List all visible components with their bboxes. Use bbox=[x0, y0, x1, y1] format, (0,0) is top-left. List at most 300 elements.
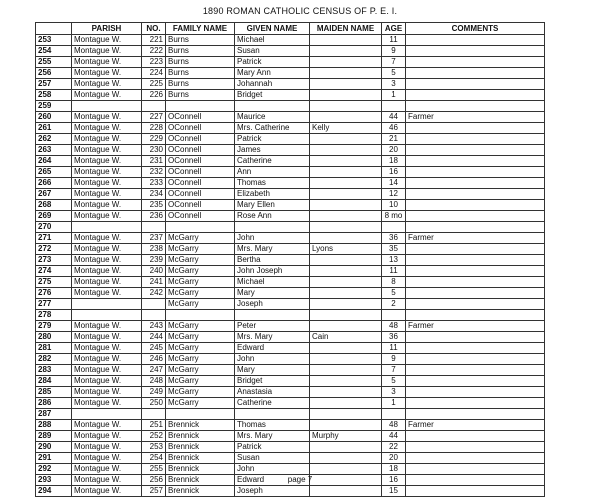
cell-parish: Montague W. bbox=[72, 343, 142, 354]
cell-comments bbox=[406, 211, 545, 222]
cell-parish: Montague W. bbox=[72, 79, 142, 90]
cell-parish: Montague W. bbox=[72, 420, 142, 431]
cell-parish: Montague W. bbox=[72, 189, 142, 200]
cell-family-name bbox=[166, 409, 235, 420]
cell-family-name bbox=[166, 222, 235, 233]
cell-age: 22 bbox=[382, 442, 406, 453]
cell-maiden-name bbox=[310, 354, 382, 365]
cell-family-name: Brennick bbox=[166, 431, 235, 442]
cell-age: 12 bbox=[382, 189, 406, 200]
cell-line-number: 268 bbox=[36, 200, 72, 211]
cell-given-name: Mary bbox=[235, 288, 310, 299]
cell-record-number: 234 bbox=[142, 189, 166, 200]
cell-comments bbox=[406, 57, 545, 68]
cell-family-name: McGarry bbox=[166, 244, 235, 255]
cell-given-name bbox=[235, 101, 310, 112]
cell-record-number: 243 bbox=[142, 321, 166, 332]
cell-age: 7 bbox=[382, 57, 406, 68]
cell-parish: Montague W. bbox=[72, 453, 142, 464]
cell-comments bbox=[406, 266, 545, 277]
cell-comments bbox=[406, 310, 545, 321]
table-row bbox=[36, 277, 545, 288]
cell-parish: Montague W. bbox=[72, 112, 142, 123]
table-row bbox=[36, 266, 545, 277]
table-row bbox=[36, 376, 545, 387]
column-header-line bbox=[36, 23, 72, 35]
table-row bbox=[36, 365, 545, 376]
cell-age: 9 bbox=[382, 354, 406, 365]
cell-comments bbox=[406, 453, 545, 464]
cell-line-number: 292 bbox=[36, 464, 72, 475]
cell-age: 18 bbox=[382, 464, 406, 475]
table-row bbox=[36, 145, 545, 156]
cell-parish: Montague W. bbox=[72, 321, 142, 332]
table-row bbox=[36, 255, 545, 266]
cell-line-number: 284 bbox=[36, 376, 72, 387]
cell-record-number: 256 bbox=[142, 475, 166, 486]
table-row bbox=[36, 178, 545, 189]
table-row bbox=[36, 431, 545, 442]
cell-parish bbox=[72, 222, 142, 233]
cell-parish: Montague W. bbox=[72, 68, 142, 79]
cell-maiden-name bbox=[310, 321, 382, 332]
cell-comments bbox=[406, 354, 545, 365]
cell-age: 10 bbox=[382, 200, 406, 211]
column-header-maiden-name: MAIDEN NAME bbox=[310, 23, 382, 35]
cell-age: 36 bbox=[382, 233, 406, 244]
cell-family-name: OConnell bbox=[166, 112, 235, 123]
cell-maiden-name bbox=[310, 35, 382, 46]
cell-family-name: McGarry bbox=[166, 299, 235, 310]
cell-family-name: OConnell bbox=[166, 134, 235, 145]
cell-given-name: Joseph bbox=[235, 299, 310, 310]
cell-family-name: McGarry bbox=[166, 398, 235, 409]
cell-comments bbox=[406, 134, 545, 145]
table-row bbox=[36, 288, 545, 299]
cell-record-number: 249 bbox=[142, 387, 166, 398]
cell-record-number: 245 bbox=[142, 343, 166, 354]
cell-age: 14 bbox=[382, 178, 406, 189]
cell-parish: Montague W. bbox=[72, 365, 142, 376]
cell-given-name: Patrick bbox=[235, 57, 310, 68]
table-row bbox=[36, 409, 545, 420]
cell-family-name: McGarry bbox=[166, 365, 235, 376]
cell-age: 18 bbox=[382, 156, 406, 167]
cell-maiden-name bbox=[310, 343, 382, 354]
cell-comments bbox=[406, 299, 545, 310]
cell-record-number: 247 bbox=[142, 365, 166, 376]
cell-record-number: 251 bbox=[142, 420, 166, 431]
cell-maiden-name: Cain bbox=[310, 332, 382, 343]
cell-record-number: 236 bbox=[142, 211, 166, 222]
column-header-comments: COMMENTS bbox=[406, 23, 545, 35]
cell-given-name: John Joseph bbox=[235, 266, 310, 277]
cell-age: 2 bbox=[382, 299, 406, 310]
cell-family-name: OConnell bbox=[166, 156, 235, 167]
cell-age: 3 bbox=[382, 387, 406, 398]
cell-record-number: 257 bbox=[142, 486, 166, 497]
cell-parish: Montague W. bbox=[72, 90, 142, 101]
cell-family-name: OConnell bbox=[166, 211, 235, 222]
table-row bbox=[36, 486, 545, 497]
cell-record-number: 222 bbox=[142, 46, 166, 57]
cell-parish: Montague W. bbox=[72, 398, 142, 409]
cell-given-name: Mrs. Mary bbox=[235, 244, 310, 255]
cell-comments: Farmer bbox=[406, 112, 545, 123]
cell-maiden-name bbox=[310, 156, 382, 167]
cell-age: 15 bbox=[382, 486, 406, 497]
cell-given-name: James bbox=[235, 145, 310, 156]
cell-parish: Montague W. bbox=[72, 156, 142, 167]
cell-maiden-name bbox=[310, 178, 382, 189]
cell-given-name: Susan bbox=[235, 46, 310, 57]
cell-parish: Montague W. bbox=[72, 431, 142, 442]
cell-parish: Montague W. bbox=[72, 167, 142, 178]
cell-given-name: Thomas bbox=[235, 178, 310, 189]
cell-line-number: 279 bbox=[36, 321, 72, 332]
cell-family-name: McGarry bbox=[166, 255, 235, 266]
cell-line-number: 276 bbox=[36, 288, 72, 299]
cell-age: 46 bbox=[382, 123, 406, 134]
cell-maiden-name bbox=[310, 486, 382, 497]
cell-maiden-name bbox=[310, 453, 382, 464]
cell-family-name: McGarry bbox=[166, 233, 235, 244]
cell-family-name: McGarry bbox=[166, 354, 235, 365]
cell-parish: Montague W. bbox=[72, 178, 142, 189]
cell-comments bbox=[406, 398, 545, 409]
cell-record-number bbox=[142, 310, 166, 321]
cell-record-number bbox=[142, 409, 166, 420]
cell-line-number: 270 bbox=[36, 222, 72, 233]
cell-parish: Montague W. bbox=[72, 266, 142, 277]
cell-line-number: 294 bbox=[36, 486, 72, 497]
cell-given-name: Catherine bbox=[235, 156, 310, 167]
cell-family-name: Burns bbox=[166, 46, 235, 57]
cell-maiden-name bbox=[310, 57, 382, 68]
table-row bbox=[36, 332, 545, 343]
cell-family-name: OConnell bbox=[166, 123, 235, 134]
cell-record-number bbox=[142, 101, 166, 112]
table-row bbox=[36, 167, 545, 178]
cell-line-number: 259 bbox=[36, 101, 72, 112]
cell-maiden-name: Kelly bbox=[310, 123, 382, 134]
cell-maiden-name bbox=[310, 442, 382, 453]
cell-maiden-name bbox=[310, 211, 382, 222]
cell-family-name: Brennick bbox=[166, 420, 235, 431]
cell-parish: Montague W. bbox=[72, 332, 142, 343]
cell-parish: Montague W. bbox=[72, 442, 142, 453]
cell-age: 5 bbox=[382, 376, 406, 387]
cell-line-number: 260 bbox=[36, 112, 72, 123]
cell-comments bbox=[406, 343, 545, 354]
cell-comments bbox=[406, 464, 545, 475]
cell-comments bbox=[406, 244, 545, 255]
cell-record-number: 241 bbox=[142, 277, 166, 288]
cell-family-name: Burns bbox=[166, 35, 235, 46]
cell-age: 36 bbox=[382, 332, 406, 343]
cell-given-name: Mary bbox=[235, 365, 310, 376]
cell-record-number: 242 bbox=[142, 288, 166, 299]
cell-family-name: McGarry bbox=[166, 343, 235, 354]
cell-maiden-name bbox=[310, 167, 382, 178]
cell-age: 5 bbox=[382, 68, 406, 79]
cell-record-number: 250 bbox=[142, 398, 166, 409]
cell-family-name: Brennick bbox=[166, 464, 235, 475]
table-row bbox=[36, 244, 545, 255]
cell-parish bbox=[72, 310, 142, 321]
cell-record-number: 238 bbox=[142, 244, 166, 255]
cell-given-name: Michael bbox=[235, 35, 310, 46]
cell-family-name: Burns bbox=[166, 90, 235, 101]
cell-maiden-name bbox=[310, 79, 382, 90]
cell-maiden-name bbox=[310, 112, 382, 123]
cell-record-number: 244 bbox=[142, 332, 166, 343]
cell-line-number: 269 bbox=[36, 211, 72, 222]
table-row bbox=[36, 57, 545, 68]
cell-family-name: Burns bbox=[166, 68, 235, 79]
cell-comments: Farmer bbox=[406, 420, 545, 431]
cell-family-name: OConnell bbox=[166, 145, 235, 156]
cell-family-name: Burns bbox=[166, 79, 235, 90]
cell-given-name: Edward bbox=[235, 343, 310, 354]
cell-comments bbox=[406, 35, 545, 46]
cell-family-name: Brennick bbox=[166, 475, 235, 486]
cell-line-number: 257 bbox=[36, 79, 72, 90]
cell-age: 11 bbox=[382, 35, 406, 46]
cell-parish: Montague W. bbox=[72, 244, 142, 255]
cell-given-name: Patrick bbox=[235, 442, 310, 453]
table-row bbox=[36, 222, 545, 233]
cell-record-number bbox=[142, 222, 166, 233]
cell-line-number: 258 bbox=[36, 90, 72, 101]
cell-family-name: McGarry bbox=[166, 321, 235, 332]
cell-given-name bbox=[235, 310, 310, 321]
header-row bbox=[36, 23, 545, 35]
table-row bbox=[36, 387, 545, 398]
cell-line-number: 263 bbox=[36, 145, 72, 156]
cell-age: 1 bbox=[382, 398, 406, 409]
cell-line-number: 261 bbox=[36, 123, 72, 134]
cell-comments bbox=[406, 46, 545, 57]
cell-maiden-name bbox=[310, 409, 382, 420]
cell-record-number: 255 bbox=[142, 464, 166, 475]
cell-given-name: Michael bbox=[235, 277, 310, 288]
cell-comments bbox=[406, 255, 545, 266]
cell-line-number: 254 bbox=[36, 46, 72, 57]
cell-line-number: 285 bbox=[36, 387, 72, 398]
cell-line-number: 256 bbox=[36, 68, 72, 79]
cell-record-number: 246 bbox=[142, 354, 166, 365]
cell-age: 8 mo bbox=[382, 211, 406, 222]
cell-line-number: 275 bbox=[36, 277, 72, 288]
cell-comments bbox=[406, 145, 545, 156]
page-title: 1890 ROMAN CATHOLIC CENSUS OF P. E. I. bbox=[202, 6, 398, 16]
cell-family-name: OConnell bbox=[166, 200, 235, 211]
cell-given-name: Mary Ellen bbox=[235, 200, 310, 211]
table-row bbox=[36, 464, 545, 475]
cell-record-number: 235 bbox=[142, 200, 166, 211]
cell-comments bbox=[406, 365, 545, 376]
cell-line-number: 265 bbox=[36, 167, 72, 178]
cell-parish: Montague W. bbox=[72, 134, 142, 145]
table-row bbox=[36, 35, 545, 46]
cell-line-number: 267 bbox=[36, 189, 72, 200]
census-body bbox=[36, 35, 545, 497]
cell-given-name: Peter bbox=[235, 321, 310, 332]
cell-line-number: 277 bbox=[36, 299, 72, 310]
cell-given-name: Bridget bbox=[235, 376, 310, 387]
cell-maiden-name bbox=[310, 266, 382, 277]
cell-line-number: 280 bbox=[36, 332, 72, 343]
cell-maiden-name: Murphy bbox=[310, 431, 382, 442]
cell-given-name: Edward bbox=[235, 475, 310, 486]
cell-maiden-name bbox=[310, 189, 382, 200]
cell-maiden-name bbox=[310, 398, 382, 409]
table-row bbox=[36, 101, 545, 112]
cell-comments bbox=[406, 288, 545, 299]
cell-age: 44 bbox=[382, 112, 406, 123]
cell-line-number: 266 bbox=[36, 178, 72, 189]
cell-family-name: McGarry bbox=[166, 387, 235, 398]
cell-age: 20 bbox=[382, 453, 406, 464]
cell-comments bbox=[406, 101, 545, 112]
cell-line-number: 286 bbox=[36, 398, 72, 409]
cell-parish: Montague W. bbox=[72, 464, 142, 475]
cell-record-number: 231 bbox=[142, 156, 166, 167]
cell-given-name: Mary Ann bbox=[235, 68, 310, 79]
table-row bbox=[36, 134, 545, 145]
cell-maiden-name bbox=[310, 68, 382, 79]
cell-given-name: John bbox=[235, 233, 310, 244]
cell-family-name: OConnell bbox=[166, 167, 235, 178]
cell-parish: Montague W. bbox=[72, 211, 142, 222]
cell-given-name: Catherine bbox=[235, 398, 310, 409]
cell-maiden-name bbox=[310, 387, 382, 398]
table-row bbox=[36, 189, 545, 200]
cell-record-number: 232 bbox=[142, 167, 166, 178]
cell-record-number: 228 bbox=[142, 123, 166, 134]
cell-age bbox=[382, 101, 406, 112]
cell-parish: Montague W. bbox=[72, 35, 142, 46]
cell-parish: Montague W. bbox=[72, 486, 142, 497]
table-row bbox=[36, 354, 545, 365]
table-row bbox=[36, 321, 545, 332]
table-row bbox=[36, 123, 545, 134]
cell-maiden-name bbox=[310, 46, 382, 57]
cell-comments bbox=[406, 200, 545, 211]
column-header-no: NO. bbox=[142, 23, 166, 35]
cell-given-name: Johannah bbox=[235, 79, 310, 90]
cell-age: 48 bbox=[382, 420, 406, 431]
cell-record-number: 230 bbox=[142, 145, 166, 156]
cell-given-name: Mrs. Mary bbox=[235, 431, 310, 442]
cell-record-number: 223 bbox=[142, 57, 166, 68]
cell-comments bbox=[406, 442, 545, 453]
cell-parish bbox=[72, 409, 142, 420]
cell-record-number: 237 bbox=[142, 233, 166, 244]
cell-family-name: Brennick bbox=[166, 442, 235, 453]
cell-parish: Montague W. bbox=[72, 288, 142, 299]
cell-parish: Montague W. bbox=[72, 200, 142, 211]
cell-age: 16 bbox=[382, 167, 406, 178]
table-row bbox=[36, 398, 545, 409]
cell-given-name: Rose Ann bbox=[235, 211, 310, 222]
cell-given-name: Bertha bbox=[235, 255, 310, 266]
cell-given-name: Thomas bbox=[235, 420, 310, 431]
table-row bbox=[36, 299, 545, 310]
cell-record-number: 239 bbox=[142, 255, 166, 266]
cell-comments bbox=[406, 486, 545, 497]
table-row bbox=[36, 90, 545, 101]
cell-record-number: 229 bbox=[142, 134, 166, 145]
cell-given-name: John bbox=[235, 354, 310, 365]
cell-maiden-name bbox=[310, 464, 382, 475]
cell-comments bbox=[406, 277, 545, 288]
table-row bbox=[36, 420, 545, 431]
cell-comments bbox=[406, 68, 545, 79]
column-header-family-name: FAMILY NAME bbox=[166, 23, 235, 35]
cell-parish: Montague W. bbox=[72, 123, 142, 134]
cell-record-number: 253 bbox=[142, 442, 166, 453]
page-number: page 7 bbox=[287, 475, 313, 484]
cell-record-number: 225 bbox=[142, 79, 166, 90]
cell-given-name: Patrick bbox=[235, 134, 310, 145]
table-row bbox=[36, 46, 545, 57]
cell-line-number: 255 bbox=[36, 57, 72, 68]
cell-comments bbox=[406, 178, 545, 189]
cell-age: 35 bbox=[382, 244, 406, 255]
cell-maiden-name bbox=[310, 420, 382, 431]
cell-record-number: 248 bbox=[142, 376, 166, 387]
cell-given-name: Ann bbox=[235, 167, 310, 178]
cell-comments bbox=[406, 409, 545, 420]
cell-family-name: OConnell bbox=[166, 189, 235, 200]
cell-parish: Montague W. bbox=[72, 277, 142, 288]
cell-maiden-name bbox=[310, 222, 382, 233]
table-row bbox=[36, 112, 545, 123]
cell-parish bbox=[72, 299, 142, 310]
cell-maiden-name bbox=[310, 145, 382, 156]
cell-given-name: Maurice bbox=[235, 112, 310, 123]
table-row bbox=[36, 68, 545, 79]
cell-age: 8 bbox=[382, 277, 406, 288]
cell-comments: Farmer bbox=[406, 233, 545, 244]
cell-family-name: McGarry bbox=[166, 277, 235, 288]
cell-parish: Montague W. bbox=[72, 354, 142, 365]
table-row bbox=[36, 200, 545, 211]
cell-given-name: Mrs. Catherine bbox=[235, 123, 310, 134]
cell-maiden-name bbox=[310, 365, 382, 376]
cell-maiden-name bbox=[310, 299, 382, 310]
cell-given-name: Anastasia bbox=[235, 387, 310, 398]
cell-line-number: 290 bbox=[36, 442, 72, 453]
cell-given-name: Mrs. Mary bbox=[235, 332, 310, 343]
cell-comments: Farmer bbox=[406, 321, 545, 332]
cell-parish: Montague W. bbox=[72, 233, 142, 244]
cell-parish: Montague W. bbox=[72, 57, 142, 68]
cell-parish: Montague W. bbox=[72, 46, 142, 57]
cell-record-number bbox=[142, 299, 166, 310]
cell-maiden-name bbox=[310, 200, 382, 211]
cell-maiden-name bbox=[310, 134, 382, 145]
cell-family-name: Brennick bbox=[166, 486, 235, 497]
cell-line-number: 293 bbox=[36, 475, 72, 486]
cell-comments bbox=[406, 156, 545, 167]
cell-record-number: 224 bbox=[142, 68, 166, 79]
cell-line-number: 273 bbox=[36, 255, 72, 266]
cell-age: 13 bbox=[382, 255, 406, 266]
cell-maiden-name bbox=[310, 376, 382, 387]
